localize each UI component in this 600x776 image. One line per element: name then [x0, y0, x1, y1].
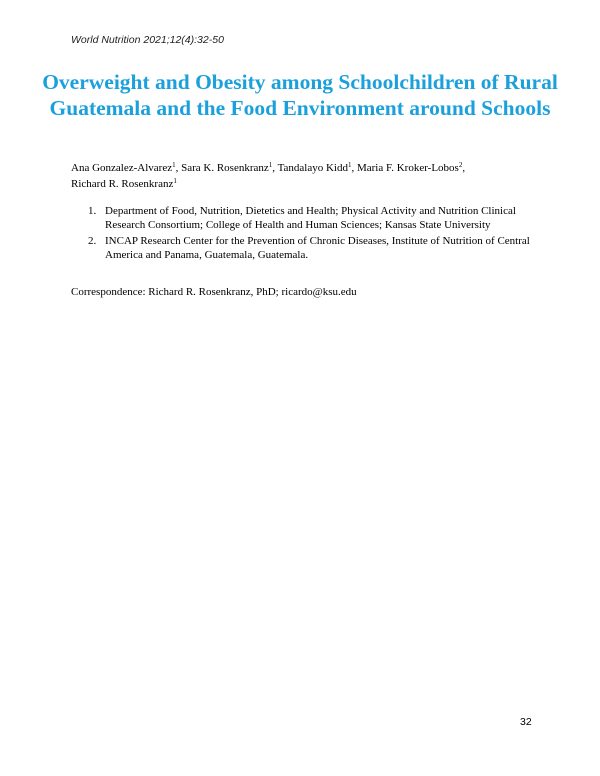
author-name: Ana Gonzalez-Alvarez [71, 162, 173, 174]
author-name: Sara K. Rosenkranz [181, 162, 269, 174]
author-name: Richard R. Rosenkranz [71, 178, 174, 190]
author-separator: , [175, 162, 182, 174]
author-separator: , [351, 162, 357, 174]
author-name: Tandalayo Kidd [277, 162, 348, 174]
author-affiliation-mark: 1 [347, 161, 352, 169]
author-affiliation-mark: 1 [173, 177, 177, 185]
author-separator: , [462, 162, 466, 174]
author-list [71, 160, 541, 192]
affiliation-item [88, 235, 533, 262]
affiliation-text: Department of Food, Nutrition, Dietetics and Health; Physical Activity and Nutrition Clinical Research Consortium; College of Health and Human Sciences; Kansas State University [105, 205, 516, 231]
author-affiliation-mark: 1 [172, 161, 176, 169]
author-separator: , [272, 162, 278, 174]
journal-reference: World Nutrition 2021;12(4):32-50 [71, 34, 224, 46]
author-name: Maria F. Kroker-Lobos [356, 162, 459, 174]
page-number: 32 [520, 716, 532, 728]
affiliation-item [88, 205, 533, 232]
correspondence: Correspondence: Richard R. Rosenkranz, PhD; ricardo@ksu.edu [71, 286, 357, 298]
author-affiliation-mark: 1 [268, 161, 273, 169]
paper-title: Overweight and Obesity among Schoolchildren of Rural Guatemala and the Food Environment around Schools [42, 70, 558, 120]
author-affiliation-mark: 2 [458, 161, 463, 169]
affiliation-text: INCAP Research Center for the Prevention of Chronic Diseases, Institute of Nutrition of Central America and Panama, Guatemala, Guatemala. [105, 235, 530, 261]
affiliation-number: 1. [88, 205, 97, 217]
affiliation-list [88, 205, 533, 265]
affiliation-number: 2. [88, 235, 97, 247]
